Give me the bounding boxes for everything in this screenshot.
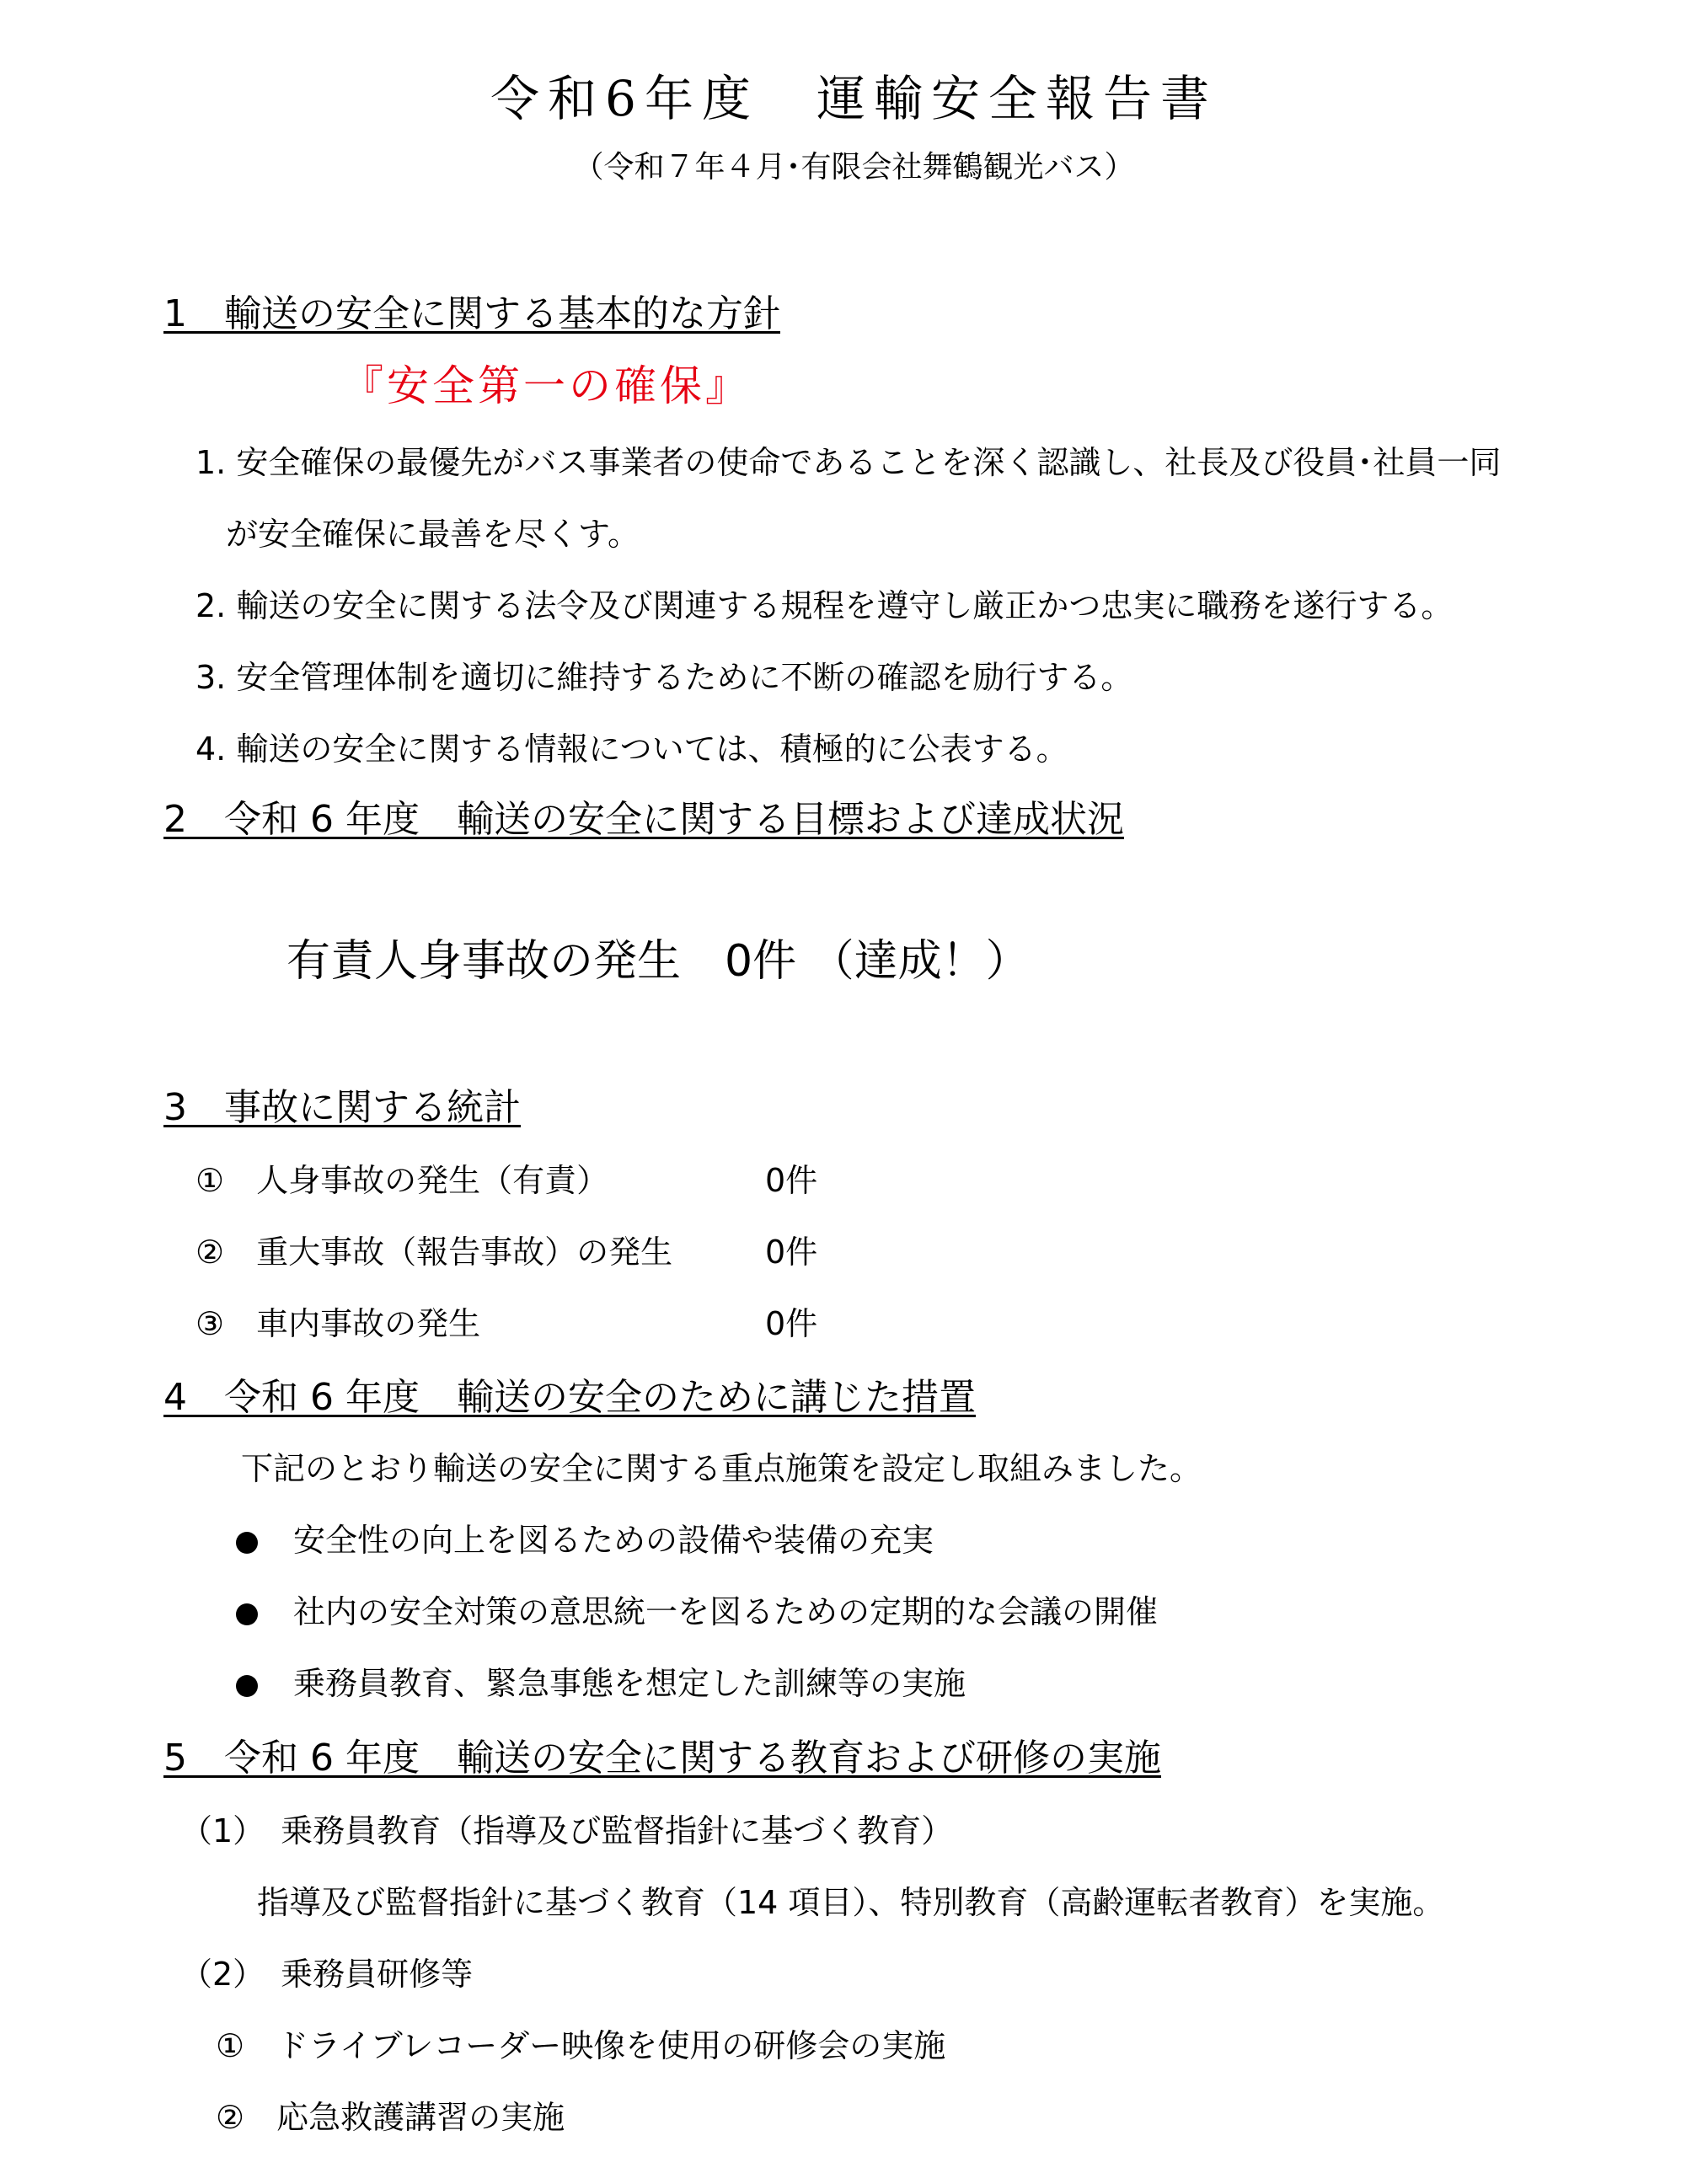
policy-item-3: 3. 安全管理体制を適切に維持するために不断の確認を励行する。	[195, 659, 1133, 696]
training-item-1: ① ドライブレコーダー映像を使用の研修会の実施	[216, 2027, 946, 2064]
policy-item-4: 4. 輸送の安全に関する情報については、積極的に公表する。	[195, 731, 1068, 768]
bullet-dot	[236, 1675, 258, 1697]
training-item-2: ② 応急救護講習の実施	[216, 2099, 565, 2136]
measure-item-3: 乗務員教育、緊急事態を想定した訓練等の実施	[236, 1657, 966, 1704]
section3-heading: 3 事故に関する統計	[163, 1086, 521, 1129]
section5-heading: 5 令和 6 年度 輸送の安全に関する教育および研修の実施	[163, 1737, 1161, 1780]
stat-count-serious: 0件	[765, 1234, 818, 1271]
document-subtitle: （令和７年４月･有限会社舞鶴観光バス）	[573, 150, 1135, 185]
measures-intro: 下記のとおり輸送の安全に関する重点施策を設定し取組みました。	[241, 1450, 1202, 1487]
measure-item-1: 安全性の向上を図るための設備や装備の充実	[236, 1514, 934, 1560]
goal-statement: 有責人身事故の発生 0件 （達成！）	[286, 936, 1030, 987]
stat-label-onboard: ③ 車内事故の発生	[195, 1305, 481, 1342]
stat-count-onboard: 0件	[765, 1305, 818, 1342]
bullet-dot	[236, 1603, 258, 1625]
education-body: 指導及び監督指針に基づく教育（14 項目）、特別教育（高齢運転者教育）を実施。	[257, 1884, 1445, 1921]
bullet-dot	[236, 1532, 258, 1554]
stat-count-injury: 0件	[765, 1162, 818, 1199]
stat-label-injury: ① 人身事故の発生（有責）	[195, 1162, 609, 1199]
policy-item-1-cont: が安全確保に最善を尽くす。	[226, 516, 640, 553]
section1-heading: 1 輸送の安全に関する基本的な方針	[163, 292, 780, 335]
training-title: （2） 乗務員研修等	[180, 1956, 474, 1993]
education-title: （1） 乗務員教育（指導及び監督指針に基づく教育）	[180, 1812, 954, 1849]
safety-policy-slogan: 『安全第一の確保』	[341, 361, 751, 410]
measure-item-2: 社内の安全対策の意思統一を図るための定期的な会議の開催	[236, 1586, 1158, 1632]
policy-item-1: 1. 安全確保の最優先がバス事業者の使命であることを深く認識し、社長及び役員･社員一同	[195, 444, 1502, 481]
document-title: 令和6年度 運輸安全報告書	[490, 70, 1218, 127]
stat-label-serious: ② 重大事故（報告事故）の発生	[195, 1234, 673, 1271]
policy-item-2: 2. 輸送の安全に関する法令及び関連する規程を遵守し厳正かつ忠実に職務を遂行する。	[195, 587, 1454, 624]
section2-heading: 2 令和 6 年度 輸送の安全に関する目標および達成状況	[163, 798, 1124, 841]
section4-heading: 4 令和 6 年度 輸送の安全のために講じた措置	[163, 1376, 976, 1419]
